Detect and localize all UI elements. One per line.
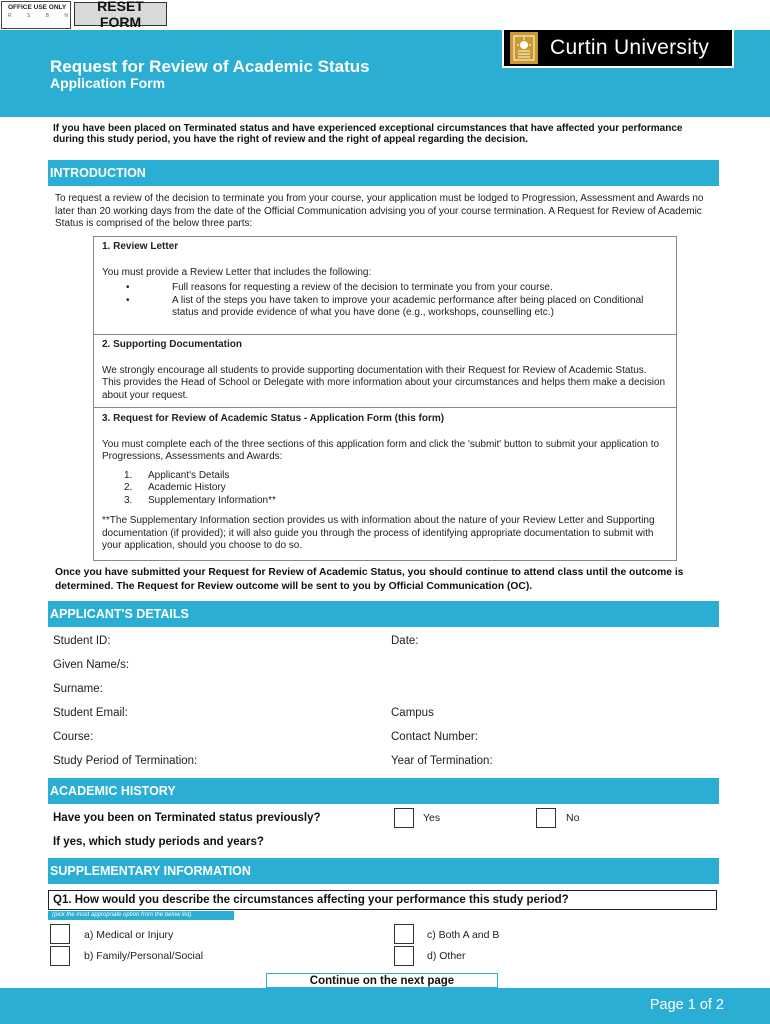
parts-box — [93, 236, 677, 561]
logo-text: Curtin University — [550, 36, 710, 59]
student-email-label: Student Email: — [53, 707, 128, 719]
option-a-checkbox[interactable] — [50, 924, 70, 944]
part2-title: 2. Supporting Documentation — [102, 339, 242, 350]
part1-title: 1. Review Letter — [102, 241, 179, 252]
part-application-form — [94, 409, 676, 557]
bullet-icon: • — [126, 282, 130, 293]
curtin-logo — [502, 28, 734, 68]
part-supporting-documentation — [94, 335, 676, 406]
list-item: 1. Applicant's Details — [124, 469, 230, 481]
academic-history-heading: ACADEMIC HISTORY — [48, 778, 719, 804]
contact-number-label: Contact Number: — [391, 731, 478, 743]
office-code-r: R — [8, 13, 12, 19]
option-d-checkbox[interactable] — [394, 946, 414, 966]
study-periods-question: If yes, which study periods and years? — [53, 836, 264, 848]
continue-attending-notice: Once you have submitted your Request for Review of Academic Status, you should continue to attend class until the outcome is determined. The Request for Review outcome will be sent to you by Official Communication (OC). — [55, 567, 684, 592]
part3-lead: You must complete each of the three sections of this application form and click the 'submit' button to submit your application to Progressions, Assessments and Awards: — [102, 438, 660, 462]
option-c-label: c) Both A and B — [427, 929, 500, 941]
office-code-b: B — [45, 13, 49, 19]
year-of-termination-label: Year of Termination: — [391, 755, 493, 767]
q1-hint: (pick the most appropriate option from the below list) — [48, 911, 234, 920]
option-b-label: b) Family/Personal/Social — [84, 950, 204, 962]
student-id-label: Student ID: — [53, 635, 111, 647]
study-period-label: Study Period of Termination: — [53, 755, 198, 767]
office-code-s: S — [26, 13, 31, 19]
crest-icon — [510, 32, 538, 64]
list-item: • Full reasons for requesting a review of the decision to terminate you from your course. — [102, 282, 668, 295]
list-item: 3. Supplementary Information** — [124, 494, 276, 506]
applicants-details-heading: APPLICANT'S DETAILS — [48, 601, 719, 627]
terminated-previously-question: Have you been on Terminated status previously? — [53, 812, 321, 824]
part-review-letter — [94, 237, 676, 324]
list-item: 2. Academic History — [124, 482, 226, 493]
office-code-n: N — [64, 13, 68, 19]
yes-checkbox[interactable] — [394, 808, 414, 828]
part2-text: We strongly encourage all students to provide supporting documentation with their Request for Review of Academic Status. This provides the Head of School or Delegate with more information about your circumstances and helps them make a decision about your request. — [102, 364, 666, 401]
given-names-label: Given Name/s: — [53, 659, 130, 671]
no-label: No — [566, 812, 580, 824]
office-use-codes — [8, 13, 68, 19]
supplementary-heading: SUPPLEMENTARY INFORMATION — [48, 858, 719, 884]
option-b-checkbox[interactable] — [50, 946, 70, 966]
divider — [94, 407, 676, 408]
reset-form-button[interactable]: RESET FORM — [74, 2, 167, 26]
bullet-icon: • — [126, 294, 130, 306]
q1-question: Q1. How would you describe the circumstances affecting your performance this study period? — [48, 890, 717, 910]
date-label: Date: — [391, 635, 419, 647]
option-a-label: a) Medical or Injury — [84, 929, 174, 941]
part3-note: **The Supplementary Information section provides us with information about the nature of your Review Letter and Supporting documentation (if provided); it will also guide you through the process of identifying appropriate documentation to submit with your application, should you choose to do so. — [102, 515, 655, 551]
course-label: Course: — [53, 731, 94, 743]
office-use-box — [1, 1, 71, 29]
page-subtitle: Application Form — [50, 75, 166, 91]
office-use-title: OFFICE USE ONLY — [8, 4, 67, 11]
surname-label: Surname: — [53, 683, 103, 695]
part3-title: 3. Request for Review of Academic Status - Application Form (this form) — [102, 413, 445, 424]
list-item: • A list of the steps you have taken to improve your academic performance after being placed on Conditional status and provide evidence of what you have done (e.g., workshops, counselling etc.) — [102, 295, 668, 320]
yes-label: Yes — [423, 812, 441, 824]
page-title: Request for Review of Academic Status — [50, 57, 370, 76]
introduction-text: To request a review of the decision to terminate you from your course, your application must be lodged to Progression, Assessment and Awards no later than 20 working days from the date of the Official Communication advising you of your course termination. A Request for Review of Academic Status is comprised of the below three parts: — [55, 193, 704, 229]
no-checkbox[interactable] — [536, 808, 556, 828]
page-number: Page 1 of 2 — [649, 997, 724, 1013]
option-d-label: d) Other — [427, 950, 466, 962]
termination-warning: If you have been placed on Terminated status and have experienced exceptional circumstances that have affected your performance during this study period, you have the right of review and the right of appeal regarding the decision. — [53, 123, 683, 145]
continue-next-page: Continue on the next page — [266, 973, 498, 988]
campus-label: Campus — [391, 707, 434, 719]
option-c-checkbox[interactable] — [394, 924, 414, 944]
introduction-heading: INTRODUCTION — [48, 160, 719, 186]
part1-lead: You must provide a Review Letter that includes the following: — [102, 266, 372, 278]
